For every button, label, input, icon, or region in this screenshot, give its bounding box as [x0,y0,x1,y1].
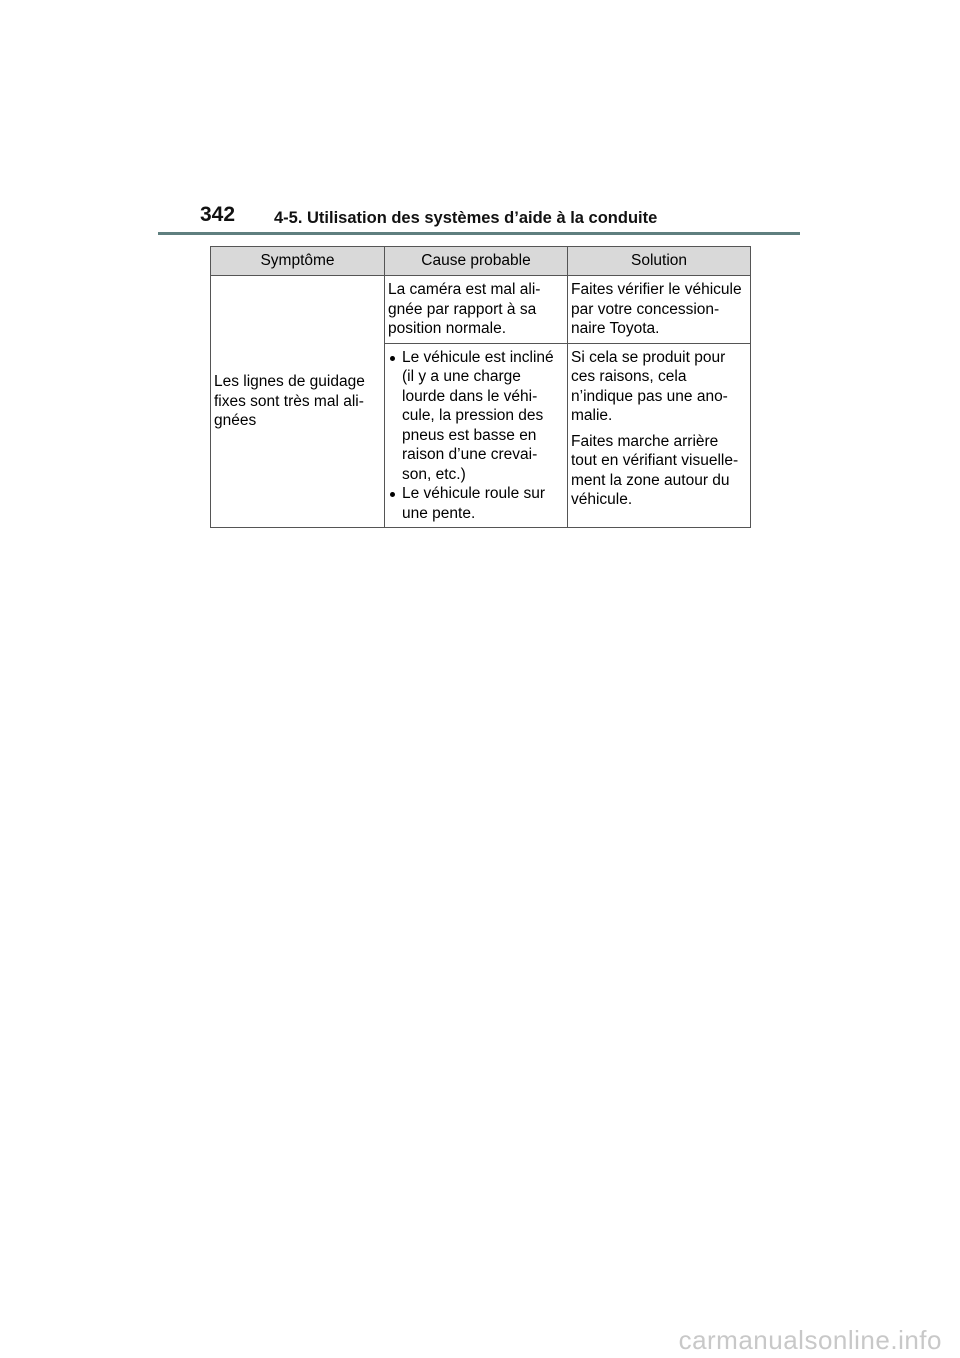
text-line: Faites vérifier le véhicule [571,281,742,298]
page-number: 342 [200,203,236,226]
text-line: Si cela se produit pour [571,348,726,366]
text-line: cule, la pression des [402,407,544,424]
solution-paragraph [571,432,747,510]
text-line: pneus est basse en [402,426,537,444]
watermark: carmanualsonline.info [678,1325,942,1355]
cause-cell [385,276,568,344]
text-line: Faites marche arrière [571,432,719,450]
cause-cell [385,343,568,528]
text-line: gnée par rapport à sa [388,300,537,318]
text-line: lourde dans le véhi- [402,387,538,405]
text-line: tout en vérifiant visuelle- [571,452,739,469]
solution-cell [568,343,751,528]
page-header [200,203,800,235]
text-line: naire Toyota. [571,320,660,337]
table-header-row [211,247,751,276]
text-line: fixes sont très mal ali- [214,392,364,410]
list-item [388,348,564,485]
section-title: 4-5. Utilisation des systèmes d’aide à la conduite [274,209,658,227]
column-header-solution: Solution [568,247,751,276]
text-line: position normale. [388,320,507,337]
symptom-cell [211,276,385,528]
text-line: n’indique pas une ano- [571,387,728,405]
solution-cell [568,276,751,344]
text-line: Le véhicule est incliné [402,348,554,366]
troubleshooting-table [210,246,751,528]
text-line: par votre concession- [571,300,720,318]
text-line: Le véhicule roule sur [402,485,546,502]
column-header-cause: Cause probable [385,247,568,276]
cause-list [388,348,564,524]
text-line: véhicule. [571,491,633,508]
text-line: Les lignes de guidage [214,373,365,391]
text-line: raison d’une crevai- [402,446,538,463]
header-rule [158,232,800,235]
text-line: La caméra est mal ali- [388,281,541,298]
text-line: malie. [571,407,613,424]
table-row [211,276,751,344]
solution-paragraph [571,348,747,426]
text-line: (il y a une charge [402,368,521,385]
list-item [388,484,564,523]
text-line: ces raisons, cela [571,368,687,385]
text-line: gnées [214,412,257,430]
column-header-symptom: Symptôme [211,247,385,276]
text-line: une pente. [402,504,476,522]
text-line: ment la zone autour du [571,471,730,489]
text-line: son, etc.) [402,465,466,483]
